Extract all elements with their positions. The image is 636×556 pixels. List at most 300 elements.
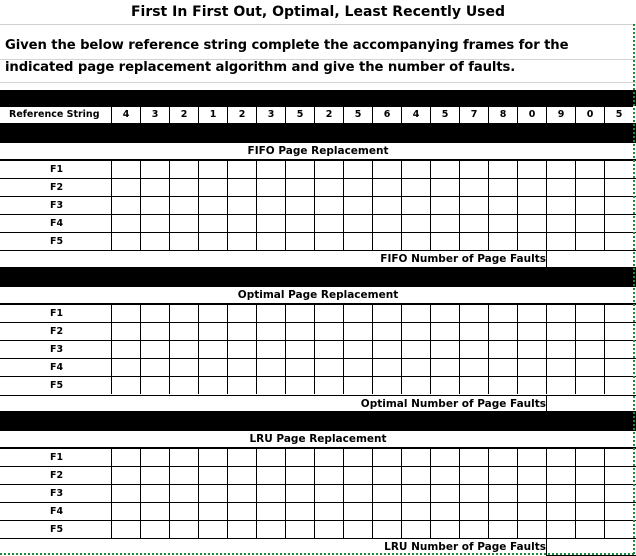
frame-cell[interactable] [459,520,488,538]
frame-cell[interactable] [430,160,459,178]
frame-cell[interactable] [488,520,517,538]
frame-cell[interactable] [343,358,372,376]
frame-row [0,466,636,484]
frame-cell[interactable] [604,196,636,214]
frame-cell[interactable] [256,376,285,394]
frame-cell[interactable] [517,466,546,484]
frame-cell[interactable] [285,340,314,358]
frame-cell[interactable] [546,502,575,520]
frame-cell[interactable] [575,322,604,340]
frame-cell[interactable] [488,178,517,196]
frame-cell[interactable] [343,160,372,178]
frame-cell[interactable] [372,466,401,484]
frame-cell[interactable] [488,484,517,502]
frame-cell[interactable] [546,358,575,376]
frame-cell[interactable] [372,484,401,502]
frame-cell[interactable] [285,214,314,232]
frame-cell[interactable] [430,376,459,394]
frame-cell[interactable] [517,340,546,358]
frame-cell[interactable] [314,304,343,322]
frame-cell[interactable] [343,232,372,250]
frame-cell[interactable] [430,358,459,376]
frame-cell[interactable] [169,448,198,466]
frame-cell[interactable] [198,448,227,466]
frame-cell[interactable] [285,196,314,214]
frame-cell[interactable] [575,340,604,358]
frame-cell[interactable] [111,466,140,484]
reference-value: 9 [546,106,575,123]
frame-cell[interactable] [604,466,636,484]
frame-cell[interactable] [198,178,227,196]
frame-cell[interactable] [604,322,636,340]
reference-value: 4 [401,106,430,123]
frame-cell[interactable] [488,196,517,214]
frame-cell[interactable] [575,466,604,484]
frame-cell[interactable] [169,466,198,484]
frame-cell[interactable] [169,178,198,196]
frame-cell[interactable] [488,376,517,394]
reference-value: 2 [227,106,256,123]
frame-cell[interactable] [517,520,546,538]
frame-cell[interactable] [140,340,169,358]
frame-cell[interactable] [256,160,285,178]
frame-cell[interactable] [198,232,227,250]
frame-cell[interactable] [430,196,459,214]
frame-cell[interactable] [546,466,575,484]
page-title: First In First Out, Optimal, Least Recently Used [0,0,636,25]
frame-cell[interactable] [198,214,227,232]
frame-cell[interactable] [111,358,140,376]
frame-cell[interactable] [401,160,430,178]
frame-cell[interactable] [227,178,256,196]
frame-cell[interactable] [488,232,517,250]
sheet-gridline [0,82,636,83]
frame-cell[interactable] [169,322,198,340]
frame-cell[interactable] [575,484,604,502]
frame-cell[interactable] [517,322,546,340]
frame-cell[interactable] [343,466,372,484]
frame-cell[interactable] [111,160,140,178]
separator-band [0,90,636,106]
frame-cell[interactable] [401,448,430,466]
frame-cell[interactable] [343,520,372,538]
frame-cell[interactable] [488,160,517,178]
frame-cell[interactable] [256,178,285,196]
frame-cell[interactable] [285,448,314,466]
frame-cell[interactable] [343,340,372,358]
frame-cell[interactable] [140,520,169,538]
frame-cell[interactable] [372,448,401,466]
frame-cell[interactable] [372,160,401,178]
frame-cell[interactable] [285,484,314,502]
frame-cell[interactable] [169,376,198,394]
frame-cell[interactable] [198,502,227,520]
frame-cell[interactable] [111,448,140,466]
frame-cell[interactable] [459,232,488,250]
frame-cell[interactable] [343,178,372,196]
frame-cell[interactable] [140,232,169,250]
frame-cell[interactable] [111,232,140,250]
frame-cell[interactable] [604,448,636,466]
frame-cell[interactable] [314,196,343,214]
frame-cell[interactable] [314,178,343,196]
frame-cell[interactable] [111,178,140,196]
frame-cell[interactable] [285,502,314,520]
frame-cell[interactable] [169,358,198,376]
frame-cell[interactable] [546,232,575,250]
frame-cell[interactable] [430,466,459,484]
frame-cell[interactable] [314,466,343,484]
frame-cell[interactable] [140,304,169,322]
frame-cell[interactable] [227,376,256,394]
frame-cell[interactable] [227,358,256,376]
frame-cell[interactable] [227,448,256,466]
frame-cell[interactable] [604,214,636,232]
frame-row [0,160,636,178]
frame-cell[interactable] [604,502,636,520]
frame-cell[interactable] [575,214,604,232]
frame-cell[interactable] [546,448,575,466]
frame-cell[interactable] [401,376,430,394]
frame-cell[interactable] [575,232,604,250]
frame-cell[interactable] [372,196,401,214]
frame-cell[interactable] [285,178,314,196]
frame-cell[interactable] [430,340,459,358]
frame-cell[interactable] [256,448,285,466]
frame-cell[interactable] [488,466,517,484]
frame-cell[interactable] [285,466,314,484]
frame-label: F3 [0,340,111,358]
frame-cell[interactable] [343,376,372,394]
frame-cell[interactable] [256,340,285,358]
frame-cell[interactable] [111,376,140,394]
frame-label: F2 [0,322,111,340]
frame-cell[interactable] [575,376,604,394]
frame-cell[interactable] [401,232,430,250]
frame-cell[interactable] [140,196,169,214]
frame-cell[interactable] [604,304,636,322]
frame-cell[interactable] [372,232,401,250]
frame-cell[interactable] [343,448,372,466]
frame-cell[interactable] [198,304,227,322]
frame-cell[interactable] [314,448,343,466]
frame-cell[interactable] [517,214,546,232]
frame-cell[interactable] [575,178,604,196]
frame-cell[interactable] [111,340,140,358]
frame-row [0,502,636,520]
frame-cell[interactable] [285,304,314,322]
frame-cell[interactable] [459,178,488,196]
frame-label: F5 [0,376,111,394]
frame-cell[interactable] [169,196,198,214]
frame-cell[interactable] [517,358,546,376]
frame-cell[interactable] [111,520,140,538]
frame-cell[interactable] [227,196,256,214]
frame-cell[interactable] [459,376,488,394]
frame-cell[interactable] [140,214,169,232]
frame-cell[interactable] [604,232,636,250]
frame-cell[interactable] [459,448,488,466]
reference-value: 5 [343,106,372,123]
frame-cell[interactable] [314,322,343,340]
reference-value: 6 [372,106,401,123]
frame-cell[interactable] [488,340,517,358]
frame-cell[interactable] [256,322,285,340]
faults-input-fifo[interactable] [546,250,636,268]
frame-cell[interactable] [546,178,575,196]
frame-cell[interactable] [111,196,140,214]
frame-cell[interactable] [488,448,517,466]
frame-row [0,340,636,358]
frame-cell[interactable] [169,214,198,232]
frame-cell[interactable] [401,358,430,376]
frame-cell[interactable] [459,340,488,358]
frame-cell[interactable] [111,304,140,322]
frame-cell[interactable] [169,160,198,178]
frame-cell[interactable] [227,304,256,322]
frame-cell[interactable] [169,340,198,358]
frame-cell[interactable] [546,484,575,502]
frame-cell[interactable] [575,160,604,178]
frame-cell[interactable] [285,376,314,394]
frame-cell[interactable] [140,466,169,484]
frame-cell[interactable] [517,376,546,394]
frame-cell[interactable] [314,502,343,520]
frame-cell[interactable] [430,304,459,322]
frame-cell[interactable] [430,448,459,466]
frame-cell[interactable] [140,448,169,466]
frame-cell[interactable] [169,232,198,250]
frame-label: F5 [0,520,111,538]
frame-cell[interactable] [604,484,636,502]
frame-cell[interactable] [198,322,227,340]
frame-cell[interactable] [372,520,401,538]
frame-cell[interactable] [256,214,285,232]
frame-cell[interactable] [401,322,430,340]
frame-cell[interactable] [314,214,343,232]
frame-cell[interactable] [314,484,343,502]
frame-cell[interactable] [517,484,546,502]
frame-cell[interactable] [111,484,140,502]
frame-cell[interactable] [459,322,488,340]
frame-cell[interactable] [517,196,546,214]
frame-cell[interactable] [285,520,314,538]
frame-cell[interactable] [314,358,343,376]
reference-value: 4 [111,106,140,123]
frame-cell[interactable] [604,340,636,358]
frame-cell[interactable] [488,214,517,232]
frame-label: F1 [0,304,111,322]
frame-cell[interactable] [285,232,314,250]
section-title-optimal: Optimal Page Replacement [0,286,636,304]
frame-cell[interactable] [459,304,488,322]
frame-cell[interactable] [401,484,430,502]
frame-cell[interactable] [140,484,169,502]
frame-cell[interactable] [430,502,459,520]
frame-cell[interactable] [488,502,517,520]
frame-cell[interactable] [140,322,169,340]
frame-cell[interactable] [256,358,285,376]
frame-cell[interactable] [198,484,227,502]
frame-cell[interactable] [285,322,314,340]
frame-cell[interactable] [140,178,169,196]
frame-cell[interactable] [372,304,401,322]
frame-cell[interactable] [546,214,575,232]
frame-cell[interactable] [546,322,575,340]
frame-cell[interactable] [343,322,372,340]
frame-cell[interactable] [256,520,285,538]
reference-value: 0 [517,106,546,123]
frame-cell[interactable] [198,358,227,376]
frame-cell[interactable] [256,304,285,322]
frame-cell[interactable] [256,232,285,250]
frame-cell[interactable] [430,214,459,232]
reference-value: 3 [256,106,285,123]
frame-cell[interactable] [227,322,256,340]
frame-cell[interactable] [285,358,314,376]
reference-value: 2 [169,106,198,123]
frame-cell[interactable] [169,502,198,520]
frame-cell[interactable] [140,160,169,178]
frame-cell[interactable] [140,502,169,520]
frame-cell[interactable] [459,466,488,484]
frame-cell[interactable] [401,214,430,232]
frame-cell[interactable] [604,178,636,196]
frame-cell[interactable] [227,520,256,538]
reference-value: 7 [459,106,488,123]
frame-cell[interactable] [227,160,256,178]
frame-cell[interactable] [459,196,488,214]
frame-cell[interactable] [285,160,314,178]
frame-cell[interactable] [111,322,140,340]
frame-cell[interactable] [459,484,488,502]
frame-cell[interactable] [488,358,517,376]
frame-cell[interactable] [198,160,227,178]
frame-cell[interactable] [546,376,575,394]
frame-cell[interactable] [343,484,372,502]
frame-cell[interactable] [169,520,198,538]
frame-cell[interactable] [198,466,227,484]
frame-cell[interactable] [401,502,430,520]
frame-cell[interactable] [546,340,575,358]
frame-cell[interactable] [459,160,488,178]
frame-cell[interactable] [314,376,343,394]
frame-cell[interactable] [256,466,285,484]
frame-cell[interactable] [314,520,343,538]
frame-cell[interactable] [575,358,604,376]
frame-cell[interactable] [575,448,604,466]
frame-cell[interactable] [604,520,636,538]
frame-cell[interactable] [546,520,575,538]
frame-cell[interactable] [227,466,256,484]
frame-cell[interactable] [314,160,343,178]
frame-cell[interactable] [517,304,546,322]
frame-cell[interactable] [459,502,488,520]
frame-cell[interactable] [169,484,198,502]
frame-cell[interactable] [372,376,401,394]
frame-cell[interactable] [372,340,401,358]
frame-cell[interactable] [575,502,604,520]
frame-cell[interactable] [401,466,430,484]
frame-cell[interactable] [401,304,430,322]
frame-cell[interactable] [198,340,227,358]
frame-cell[interactable] [227,502,256,520]
frame-cell[interactable] [198,196,227,214]
frame-cell[interactable] [517,160,546,178]
frame-cell[interactable] [517,178,546,196]
frame-cell[interactable] [227,232,256,250]
frame-cell[interactable] [314,340,343,358]
frame-cell[interactable] [343,304,372,322]
frame-cell[interactable] [256,502,285,520]
frame-cell[interactable] [401,178,430,196]
frame-cell[interactable] [372,178,401,196]
frame-cell[interactable] [546,196,575,214]
frame-cell[interactable] [372,358,401,376]
frame-cell[interactable] [517,448,546,466]
frame-cell[interactable] [517,232,546,250]
frame-cell[interactable] [401,196,430,214]
frame-cell[interactable] [430,232,459,250]
frame-cell[interactable] [604,376,636,394]
frame-cell[interactable] [314,232,343,250]
frame-cell[interactable] [256,484,285,502]
frame-cell[interactable] [372,214,401,232]
frame-cell[interactable] [372,322,401,340]
frame-cell[interactable] [604,358,636,376]
frame-cell[interactable] [198,376,227,394]
frame-cell[interactable] [140,358,169,376]
frame-cell[interactable] [517,502,546,520]
frame-cell[interactable] [575,196,604,214]
frame-cell[interactable] [227,214,256,232]
frame-cell[interactable] [430,484,459,502]
frame-cell[interactable] [372,502,401,520]
frame-cell[interactable] [430,520,459,538]
frame-cell[interactable] [575,520,604,538]
frame-cell[interactable] [227,340,256,358]
frame-cell[interactable] [401,340,430,358]
frame-cell[interactable] [227,484,256,502]
reference-string-label: Reference String [0,106,111,123]
frame-cell[interactable] [198,520,227,538]
frame-cell[interactable] [430,322,459,340]
section-title-fifo: FIFO Page Replacement [0,142,636,160]
frame-cell[interactable] [488,304,517,322]
section-title-lru: LRU Page Replacement [0,430,636,448]
sheet-gridline [0,59,636,60]
frame-cell[interactable] [430,178,459,196]
frame-cell[interactable] [546,160,575,178]
frame-cell[interactable] [343,196,372,214]
frame-cell[interactable] [140,376,169,394]
frame-cell[interactable] [401,520,430,538]
separator-band [0,123,636,142]
frame-cell[interactable] [459,214,488,232]
frame-cell[interactable] [169,304,198,322]
frame-cell[interactable] [459,358,488,376]
frame-cell[interactable] [343,214,372,232]
frame-cell[interactable] [111,502,140,520]
frame-cell[interactable] [488,322,517,340]
frame-cell[interactable] [604,160,636,178]
frame-cell[interactable] [575,304,604,322]
frame-cell[interactable] [111,214,140,232]
frame-row [0,376,636,394]
frame-cell[interactable] [546,304,575,322]
frame-cell[interactable] [256,196,285,214]
frame-cell[interactable] [343,502,372,520]
